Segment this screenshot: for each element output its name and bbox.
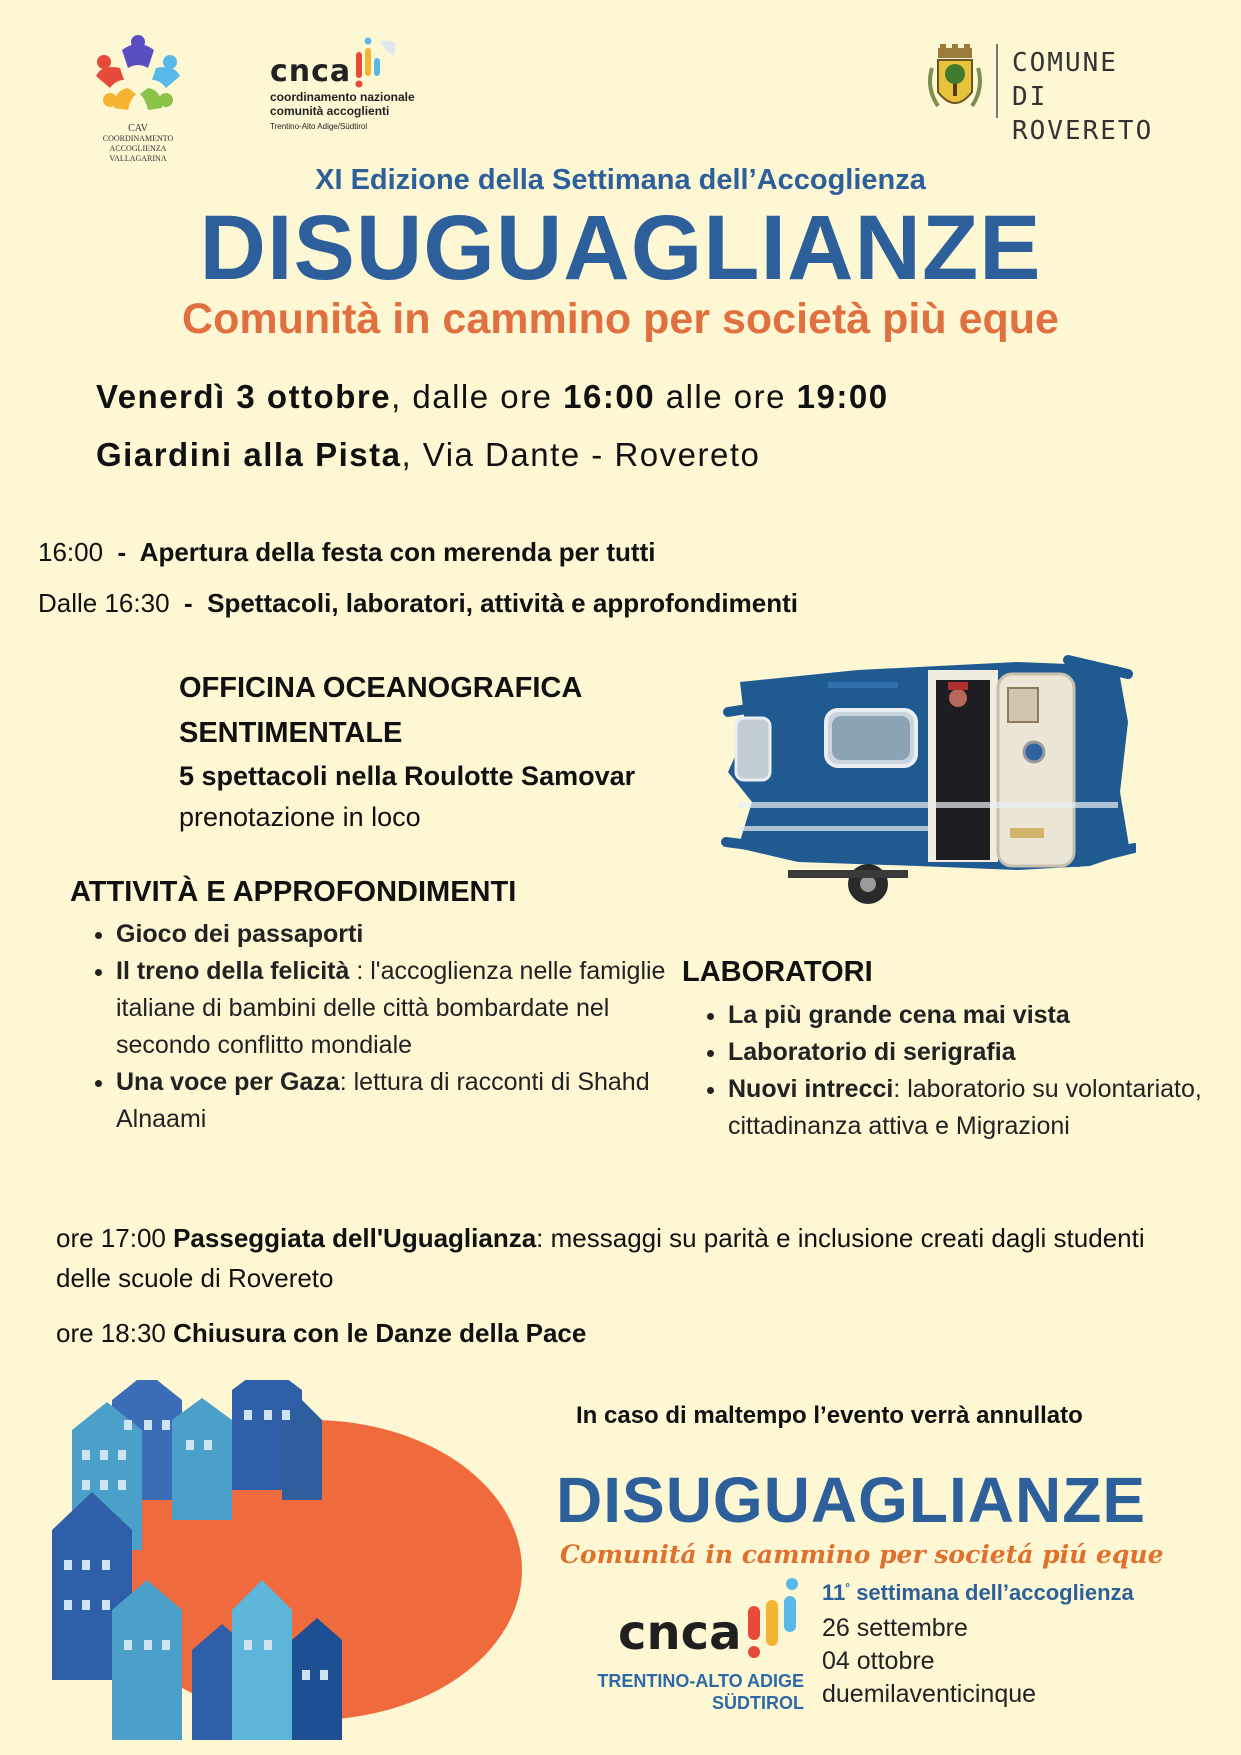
event-address: , Via Dante - Rovereto — [401, 436, 761, 473]
cnca-logo — [270, 36, 460, 136]
cnca-logo-word: cnca — [270, 54, 352, 89]
cav-line1: COORDINAMENTO ACCOGLIENZA — [102, 134, 174, 153]
event-walk-title: Passeggiata dell'Uguaglianza — [173, 1223, 537, 1253]
footer-region-line1: TRENTINO-ALTO ADIGE — [597, 1671, 804, 1691]
item-description: : l'accoglienza nelle famiglie italiane di bambini delle città bombardate nel secondo conflitto mondiale — [116, 957, 666, 1059]
footer-edition — [822, 1580, 1134, 1606]
event-to-text: alle ore — [655, 378, 797, 415]
item-title: La più grande cena mai vista — [728, 1001, 1070, 1029]
schedule-text: Apertura della festa con merenda per tutti — [139, 537, 656, 567]
officina-title-line1: OFFICINA OCEANOGRAFICA — [179, 672, 583, 704]
footer-region — [540, 1670, 804, 1714]
list-item — [728, 1071, 1218, 1145]
footer-edition-sup: ° — [845, 1580, 851, 1595]
event-location-line — [96, 436, 760, 474]
item-title: Il treno della felicità — [116, 957, 350, 985]
officina-block — [179, 666, 635, 838]
item-title: Gioco dei passaporti — [116, 920, 364, 948]
laboratori-heading: LABORATORI — [682, 956, 873, 988]
item-title: Laboratorio di serigrafia — [728, 1038, 1016, 1066]
attivita-list — [70, 916, 686, 1138]
event-place: Giardini alla Pista — [96, 436, 402, 473]
footer-subtitle: Comunitá in cammino per societá piú eque — [560, 1540, 1164, 1569]
schedule-text: Spettacoli, laboratori, attività e approfondimenti — [207, 588, 798, 618]
event-walk — [56, 1218, 1176, 1298]
rovereto-coat-of-arms-icon — [924, 44, 986, 118]
comune-logo-line1: COMUNE DI — [1012, 48, 1118, 112]
event-from-text: , dalle ore — [391, 378, 564, 415]
schedule-row — [38, 588, 798, 619]
cav-abbr: CAV — [128, 123, 148, 134]
list-item — [116, 1064, 686, 1138]
cav-logo — [82, 28, 194, 163]
event-walk-description: : messaggi su parità e inclusione creati dagli studenti delle scuole di Rovereto — [56, 1223, 1145, 1293]
footer-edition-text: settimana dell’accoglienza — [850, 1580, 1134, 1605]
cnca-logo-line3: Trentino-Alto Adige/Südtirol — [270, 122, 368, 131]
event-start-time: 16:00 — [563, 378, 656, 415]
weather-warning: In caso di maltempo l’evento verrà annullato — [576, 1402, 1083, 1429]
schedule-row — [38, 537, 655, 568]
footer-year: duemilaventicinque — [822, 1680, 1037, 1708]
footer-date-end: 04 ottobre — [822, 1647, 935, 1675]
list-item — [116, 953, 686, 1064]
schedule-separator: - — [169, 588, 208, 618]
footer-edition-number: 11 — [822, 1580, 846, 1605]
footer-cnca-icon — [744, 1576, 804, 1666]
schedule-time: Dalle 16:30 — [38, 588, 170, 618]
laboratori-list — [682, 997, 1218, 1145]
event-walk-time: ore 17:00 — [56, 1223, 174, 1253]
event-date-line — [96, 378, 889, 416]
event-day: Venerdì 3 ottobre — [96, 378, 392, 415]
comune-logo-line2: ROVERETO — [1012, 116, 1154, 146]
footer-title: DISUGUAGLIANZE — [556, 1464, 1146, 1536]
officina-title-line2: SENTIMENTALE — [179, 717, 403, 749]
item-description: : laboratorio su volontariato, cittadinanza attiva e Migrazioni — [728, 1075, 1202, 1140]
main-subtitle: Comunità in cammino per società più eque — [182, 295, 1059, 343]
cnca-logo-line2: comunità accoglienti — [270, 104, 390, 118]
event-closing-title: Chiusura con le Danze della Pace — [173, 1318, 587, 1348]
list-item — [728, 997, 1218, 1034]
edition-title: XI Edizione della Settimana dell’Accoglienza — [315, 164, 926, 196]
officina-booking: prenotazione in loco — [179, 802, 421, 832]
footer-dates — [822, 1612, 1036, 1711]
officina-shows: 5 spettacoli nella Roulotte Samovar — [179, 761, 636, 791]
cav-line2: VALLAGARINA — [109, 154, 167, 163]
footer-cnca-word: cnca — [618, 1605, 742, 1661]
event-closing — [56, 1313, 586, 1353]
cnca-logo-line1: coordinamento nazionale — [270, 90, 415, 104]
cnca-logo-icon — [350, 36, 398, 92]
houses-illustration — [52, 1380, 522, 1740]
schedule-time: 16:00 — [38, 537, 104, 567]
event-closing-time: ore 18:30 — [56, 1318, 174, 1348]
schedule-separator: - — [103, 537, 140, 567]
item-description: : lettura di racconti di Shahd Alnaami — [116, 1068, 650, 1133]
list-item — [728, 1034, 1218, 1071]
event-end-time: 19:00 — [796, 378, 889, 415]
cav-people-icon — [82, 28, 194, 118]
list-item — [116, 916, 686, 953]
footer-region-line2: SÜDTIROL — [712, 1693, 804, 1713]
attivita-heading: ATTIVITÀ E APPROFONDIMENTI — [70, 876, 517, 908]
comune-logo — [924, 44, 1164, 146]
comune-logo-divider — [996, 44, 998, 118]
item-title: Nuovi intrecci — [728, 1075, 894, 1103]
caravan-photo — [718, 652, 1136, 914]
main-title: DISUGUAGLIANZE — [199, 197, 1042, 299]
item-title: Una voce per Gaza — [116, 1068, 340, 1096]
footer-date-start: 26 settembre — [822, 1614, 968, 1642]
